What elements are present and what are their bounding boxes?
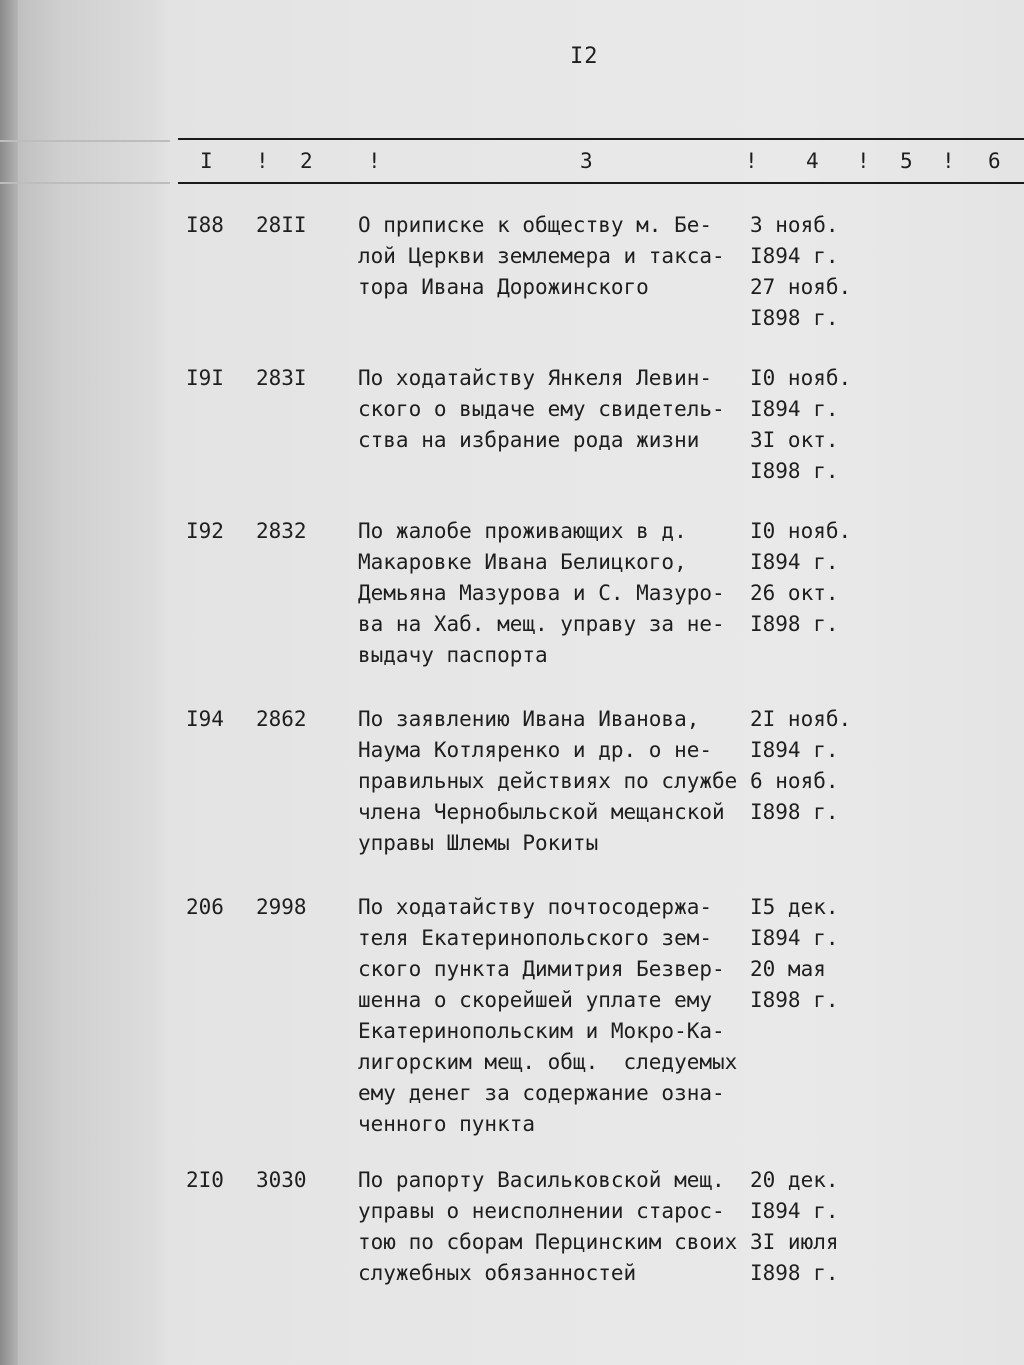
title-line: тою по сборам Перцинским своих [358,1230,738,1254]
record-dates [750,363,870,487]
title-line: ва на Хаб. мещ. управу за не- [358,612,725,636]
record-dates [750,1165,870,1289]
date-line: I898 г. [750,612,839,636]
header-separator: ! [857,149,870,173]
title-line: ему денег за содержание озна- [358,1081,725,1105]
header-rule-top [178,138,1024,140]
date-line: I894 г. [750,550,839,574]
title-line: ства на избрание рода жизни [358,428,700,452]
header-rule-bottom [178,182,1024,184]
date-line: I898 г. [750,800,839,824]
record-title [358,704,748,859]
date-line: I5 дек. [750,895,839,919]
title-line: По заявлению Ивана Иванова, [358,707,700,731]
file-number: 2998 [256,895,307,919]
record-title [358,516,748,671]
date-line: I898 г. [750,988,839,1012]
header-col-6: 6 [988,149,1001,173]
header-separator: ! [368,149,381,173]
header-separator: ! [942,149,955,173]
title-line: Екатеринопольским и Мокро-Ка- [358,1019,725,1043]
date-line: I0 нояб. [750,519,852,543]
title-line: лигорским мещ. общ. следуемых [358,1050,738,1074]
record-number: 2I0 [186,1168,224,1192]
date-line: I894 г. [750,244,839,268]
date-line: 3I окт. [750,428,839,452]
date-line: I894 г. [750,1199,839,1223]
record-title [358,363,748,456]
record-title [358,892,748,1140]
record-dates [750,516,870,640]
title-line: служебных обязанностей [358,1261,637,1285]
title-line: управы о неисполнении старос- [358,1199,725,1223]
title-line: выдачу паспорта [358,643,548,667]
title-line: ченного пункта [358,1112,536,1136]
header-separator: ! [256,149,269,173]
title-line: управы Шлемы Рокиты [358,831,599,855]
header-col-2: 2 [300,149,313,173]
title-line: тора Ивана Дорожинского [358,275,649,299]
record-number: I94 [186,707,224,731]
record-dates [750,704,870,828]
title-line: члена Чернобыльской мещанской [358,800,725,824]
file-number: 2832 [256,519,307,543]
date-line: I894 г. [750,926,839,950]
title-line: теля Екатеринопольского зем- [358,926,713,950]
date-line: I894 г. [750,738,839,762]
date-line: I0 нояб. [750,366,852,390]
header-col-1: I [200,149,213,173]
header-col-4: 4 [806,149,819,173]
record-title [358,1165,748,1289]
title-line: ского пункта Димитрия Безвер- [358,957,725,981]
date-line: 3I июля [750,1230,839,1254]
date-line: 3 нояб. [750,213,839,237]
date-line: 6 нояб. [750,769,839,793]
date-line: 20 мая [750,957,826,981]
date-line: I894 г. [750,397,839,421]
header-col-5: 5 [900,149,913,173]
date-line: I898 г. [750,306,839,330]
title-line: По ходатайству Янкеля Левин- [358,366,713,390]
date-line: I898 г. [750,1261,839,1285]
file-number: 28II [256,213,307,237]
date-line: 26 окт. [750,581,839,605]
title-line: Наума Котляренко и др. о не- [358,738,713,762]
title-line: По рапорту Васильковской мещ. [358,1168,725,1192]
file-number: 3030 [256,1168,307,1192]
record-number: I92 [186,519,224,543]
record-number: 206 [186,895,224,919]
header-separator: ! [745,149,758,173]
book-spine-shadow [0,0,18,1365]
header-col-3: 3 [580,149,593,173]
page-number: I2 [570,44,599,69]
date-line: I898 г. [750,459,839,483]
title-line: Макаровке Ивана Белицкого, [358,550,687,574]
file-number: 283I [256,366,307,390]
title-line: лой Церкви землемера и такса- [358,244,725,268]
record-dates [750,892,870,1016]
title-line: шенна о скорейшей уплате ему [358,988,713,1012]
record-number: I9I [186,366,224,390]
record-title [358,210,748,303]
title-line: По жалобе проживающих в д. [358,519,687,543]
record-dates [750,210,870,334]
facing-page-bleed [0,140,170,184]
title-line: По ходатайству почтосодержа- [358,895,713,919]
title-line: ского о выдаче ему свидетель- [358,397,725,421]
file-number: 2862 [256,707,307,731]
date-line: 27 нояб. [750,275,852,299]
record-number: I88 [186,213,224,237]
title-line: О приписке к обществу м. Бе- [358,213,713,237]
date-line: 2I нояб. [750,707,852,731]
title-line: правильных действиях по службе [358,769,738,793]
title-line: Демьяна Мазурова и С. Мазуро- [358,581,725,605]
date-line: 20 дек. [750,1168,839,1192]
